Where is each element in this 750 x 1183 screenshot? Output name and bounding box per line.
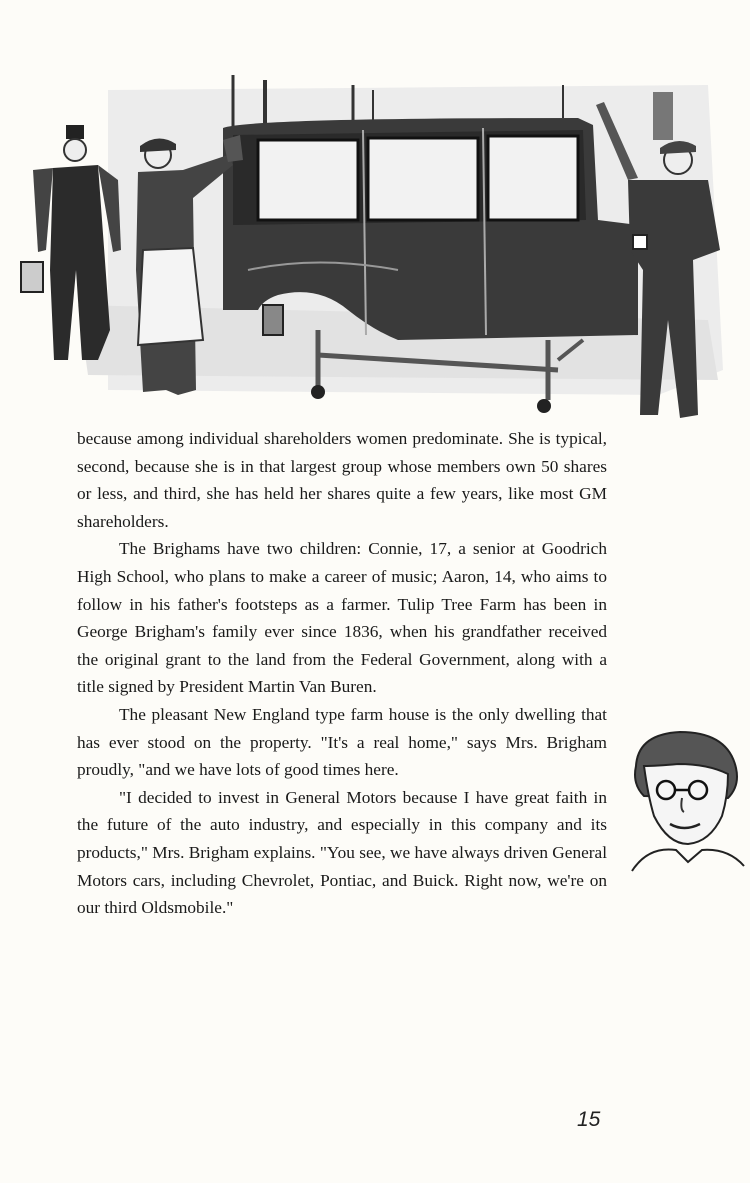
workers-painting-car-body-icon <box>18 70 730 435</box>
article-paragraph-4: "I decided to invest in General Motors because I have great faith in the future of the auto industry, and especially in this company and its products," Mrs. Brigham explains. "You see, we have always driven General Motors cars, including Chevrolet, Pontiac, and Buick. Right now, we're on our third Oldsmobile." <box>77 787 607 918</box>
article-paragraph-3: The pleasant New England type farm house is the only dwelling that has ever stood on the property. "It's a real home," says Mrs. Brigham proudly, "and we have lots of good times here. <box>77 704 607 780</box>
woman-portrait-icon <box>628 726 746 876</box>
article-paragraph-2: The Brighams have two children: Connie, 17, a senior at Goodrich High School, who plans to make a career of music; Aaron, 14, who aims to follow in his father's footsteps as a farmer. Tulip Tree Farm has been in George Brigham's family ever since 1836, when his grandfather received the original grant to the land from the Federal Government, along with a title signed by President Martin Van Buren. <box>77 539 607 697</box>
page-number: 15 <box>577 1108 601 1131</box>
article-paragraph-1: because among individual shareholders women predominate. She is typical, second, because she is in that largest group whose members own 50 shares or less, and third, she has held her shares quite a few years, like most GM shareholders. <box>77 429 607 531</box>
article-body <box>77 425 607 922</box>
